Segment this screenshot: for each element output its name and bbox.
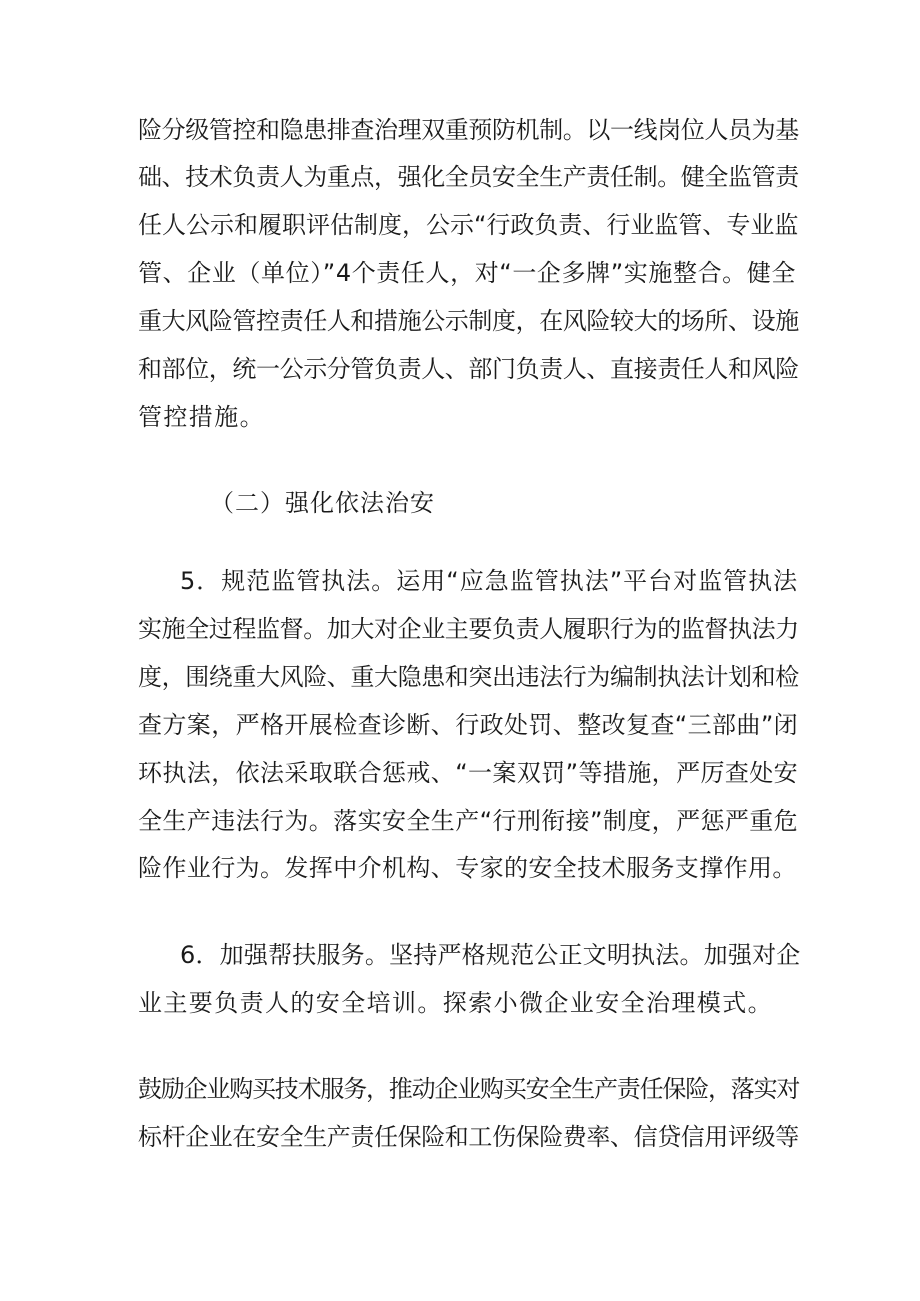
paragraph-5-line-7: 险作业行为。发挥中介机构、专家的安全技术服务支撑作用。 (138, 854, 797, 882)
paragraph-5-line-5: 环执法，依法采取联合惩戒、“一案双罚”等措施，严厉查处安 (138, 759, 799, 787)
paragraph-7-line-2: 标杆企业在安全生产责任保险和工伤保险费率、信贷信用评级等 (138, 1123, 799, 1151)
paragraph-5-line-2: 实施全过程监督。加大对企业主要负责人履职行为的监督执法力 (138, 615, 799, 643)
paragraph-6-line-2: 业主要负责人的安全培训。探索小微企业安全治理模式。 (138, 989, 773, 1017)
paragraph-1-line-1: 险分级管控和隐患排查治理双重预防机制。以一线岗位人员为基 (138, 116, 799, 144)
paragraph-1-line-5: 重大风险管控责任人和措施公示制度，在风险较大的场所、设施 (138, 307, 799, 335)
paragraph-5-line-4: 查方案，严格开展检查诊断、行政处罚、整改复查“三部曲”闭 (138, 711, 799, 739)
paragraph-5-line-6: 全生产违法行为。落实安全生产“行刑衔接”制度，严惩严重危 (138, 807, 799, 835)
paragraph-1-line-3: 任人公示和履职评估制度，公示“行政负责、行业监管、专业监 (138, 211, 799, 239)
paragraph-1-line-7: 管控措施。 (138, 403, 265, 431)
paragraph-1-line-6: 和部位，统一公示分管负责人、部门负责人、直接责任人和风险 (138, 355, 799, 383)
paragraph-5-line-3: 度，围绕重大风险、重大隐患和突出违法行为编制执法计划和检 (138, 663, 799, 691)
paragraph-5-line-1: 5．规范监管执法。运用“应急监管执法”平台对监管执法 (180, 567, 799, 595)
section-heading: （二）强化依法治安 (210, 489, 435, 517)
paragraph-1-line-4: 管、企业（单位）”4个责任人，对“一企多牌”实施整合。健全 (138, 259, 796, 287)
paragraph-7-line-1: 鼓励企业购买技术服务，推动企业购买安全生产责任保险，落实对 (138, 1075, 800, 1103)
paragraph-6-line-1: 6．加强帮扶服务。坚持严格规范公正文明执法。加强对企 (180, 941, 801, 969)
paragraph-1-line-2: 础、技术负责人为重点，强化全员安全生产责任制。健全监管责 (138, 163, 799, 191)
